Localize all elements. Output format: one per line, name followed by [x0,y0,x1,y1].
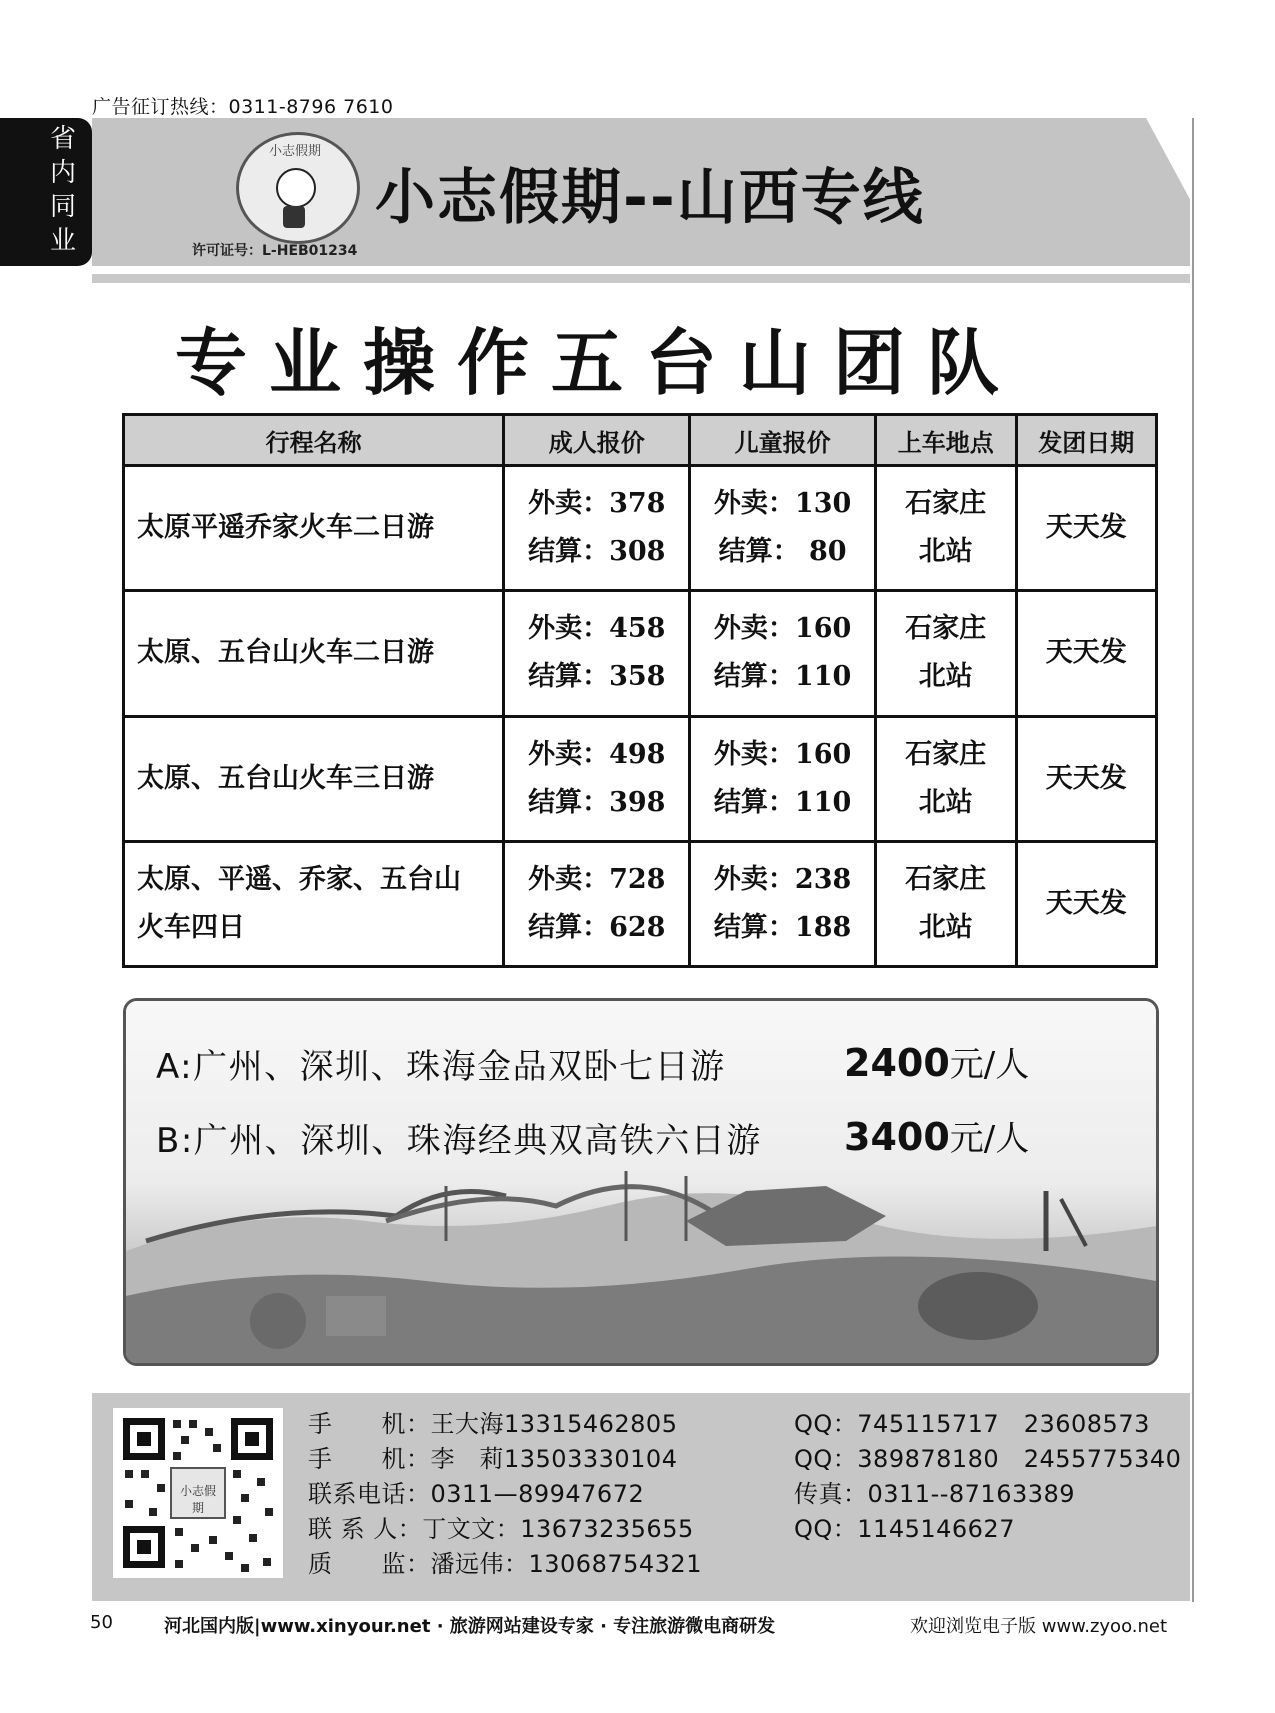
qr-logo-text: 小志假期 [179,1484,216,1515]
promo-item-a: A:广州、深圳、珠海金品双卧七日游 [156,1047,726,1087]
table-row [124,466,1157,591]
adult-price: 外卖：378 结算：308 [504,466,690,591]
page-title: 小志假期--山西专线 [375,163,925,233]
logo-text: 小志假期 [268,144,321,159]
col-child-header: 儿童报价 [690,415,876,466]
section-tab-char: 业 [49,226,76,256]
page-number: 50 [90,1612,113,1633]
adult-price: 外卖：728 结算：628 [504,841,690,966]
col-route-header: 行程名称 [124,415,504,466]
table-row [124,716,1157,841]
route-name: 太原平遥乔家火车二日游 [124,466,504,591]
footer-right: 欢迎浏览电子版 www.zyoo.net [910,1616,1168,1637]
table-row [124,841,1157,966]
promo-box [123,998,1159,1366]
contact-person: 联 系 人：丁文文：13673235655 [308,1515,694,1543]
departure-date: 天天发 [1016,841,1157,966]
promo-price-b: 3400元/人 [844,1115,1030,1159]
qr-code [113,1408,283,1578]
route-name: 太原、五台山火车三日游 [124,716,504,841]
pickup-location: 石家庄 北站 [876,841,1016,966]
license-number: 许可证号：L-HEB01234 [192,243,358,259]
col-date-header: 发团日期 [1016,415,1157,466]
ad-hotline: 广告征订热线：0311-8796 7610 [92,96,394,118]
price-table [122,413,1158,968]
child-price: 外卖：160 结算：110 [690,716,876,841]
promo-price-a: 2400元/人 [844,1041,1030,1085]
headline: 专业操作五台山团队 [175,321,1022,405]
contact-qq-3: QQ：1145146627 [794,1515,1015,1543]
section-tab-char: 省 [49,124,76,154]
pickup-location: 石家庄 北站 [876,716,1016,841]
contact-phone: 联系电话：0311—89947672 [308,1480,645,1508]
section-tab [0,118,92,266]
promo-item-b: B:广州、深圳、珠海经典双高铁六日游 [156,1121,762,1161]
departure-date: 天天发 [1016,591,1157,716]
contact-mobile-2: 手 机：李 莉13503330104 [308,1445,678,1473]
contact-fax: 传真：0311--87163389 [794,1480,1076,1508]
adult-price: 外卖：458 结算：358 [504,591,690,716]
contact-qq-2: QQ：389878180 2455775340 [794,1445,1182,1473]
pickup-location: 石家庄 北站 [876,466,1016,591]
table-row [124,591,1157,716]
table-header-row [124,415,1157,466]
contact-quality: 质 监：潘远伟：13068754321 [308,1550,702,1578]
section-tab-char: 同 [49,192,76,222]
contact-qq-1: QQ：745115717 23608573 [794,1410,1150,1438]
child-price: 外卖：160 结算：110 [690,591,876,716]
logo-mascot-body [283,206,305,228]
route-name: 太原、五台山火车二日游 [124,591,504,716]
pickup-location: 石家庄 北站 [876,591,1016,716]
section-tab-char: 内 [49,158,76,188]
route-name: 太原、平遥、乔家、五台山 火车四日 [124,841,504,966]
child-price: 外卖：130 结算： 80 [690,466,876,591]
contact-mobile-1: 手 机：王大海13315462805 [308,1410,678,1438]
header-rule [92,274,1190,283]
col-adult-header: 成人报价 [504,415,690,466]
child-price: 外卖：238 结算：188 [690,841,876,966]
logo-mascot-icon [276,168,316,208]
departure-date: 天天发 [1016,716,1157,841]
col-pickup-header: 上车地点 [876,415,1016,466]
departure-date: 天天发 [1016,466,1157,591]
footer-center: 河北国内版|www.xinyour.net · 旅游网站建设专家 · 专注旅游微电商研发 [164,1616,776,1637]
adult-price: 外卖：498 结算：398 [504,716,690,841]
